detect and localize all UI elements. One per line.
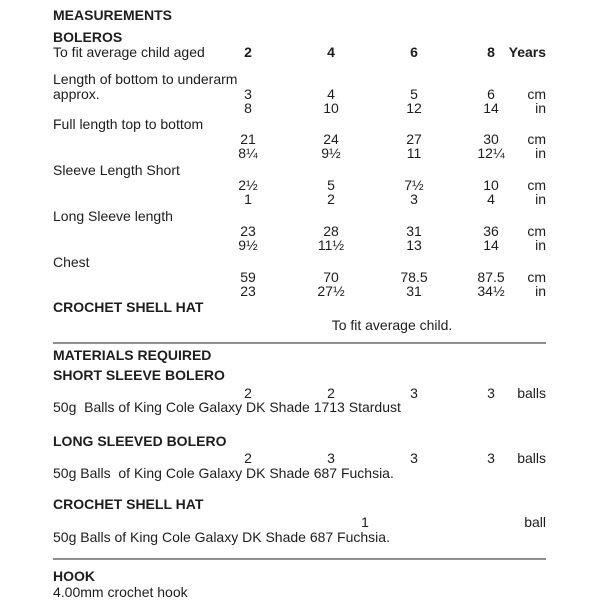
- value-in: 34½: [477, 283, 505, 299]
- measurement-label: Sleeve Length Short: [53, 162, 180, 178]
- value-in: 9½: [321, 145, 341, 161]
- value-cm: 78.5: [400, 269, 428, 285]
- hat-measurements-section: [53, 300, 546, 314]
- value-cm: 4: [327, 86, 335, 102]
- qty-balls: 3: [410, 385, 418, 401]
- qty-balls: 3: [327, 450, 335, 466]
- value-in: 4: [487, 191, 495, 207]
- qty-balls: 3: [410, 450, 418, 466]
- row-chest-in: [53, 284, 546, 298]
- row-longsleeve-cm: [53, 224, 546, 238]
- value-in: 12¼: [477, 145, 505, 161]
- value-cm: 2½: [238, 177, 258, 193]
- value-cm: 27: [406, 131, 422, 147]
- value-cm: 21: [240, 131, 256, 147]
- size-header-row: [53, 45, 546, 59]
- measurements-heading: MEASUREMENTS: [53, 7, 173, 23]
- yarn-description: 50g Balls of King Cole Galaxy DK Shade 687 Fuchsia.: [53, 529, 390, 545]
- hat-materials-heading: CROCHET SHELL HAT: [53, 496, 204, 512]
- unit-cm: cm: [527, 86, 546, 102]
- row-fulllength-label: [53, 117, 546, 131]
- measurement-label: Long Sleeve length: [53, 208, 173, 224]
- value-cm: 24: [323, 131, 339, 147]
- unit-cm: cm: [527, 177, 546, 193]
- value-in: 1: [244, 191, 252, 207]
- value-cm: 70: [323, 269, 339, 285]
- value-cm: 6: [487, 86, 495, 102]
- short-sleeve-qty-row: [53, 386, 546, 400]
- value-in: 8: [244, 100, 252, 116]
- hat-fit-row: [53, 318, 546, 332]
- size-unit-years: Years: [508, 44, 546, 60]
- qty-balls: 2: [244, 385, 252, 401]
- unit-in: in: [535, 283, 546, 299]
- value-cm: 3: [244, 86, 252, 102]
- value-cm: 5: [327, 177, 335, 193]
- value-cm: 36: [483, 223, 499, 239]
- measurements-section: [53, 8, 546, 22]
- row-fulllength-in: [53, 146, 546, 160]
- row-chest-label: [53, 255, 546, 269]
- hat-fit-text: To fit average child.: [331, 317, 453, 333]
- value-in: 27½: [317, 283, 345, 299]
- unit-ball: ball: [524, 514, 546, 530]
- value-in: 2: [327, 191, 335, 207]
- value-cm: 5: [410, 86, 418, 102]
- value-in: 11: [406, 145, 422, 161]
- qty-balls: 3: [487, 450, 495, 466]
- unit-balls: balls: [517, 385, 546, 401]
- size-age-8: 8: [487, 44, 495, 60]
- unit-in: in: [535, 145, 546, 161]
- hook-heading: HOOK: [53, 568, 95, 584]
- boleros-heading: BOLEROS: [53, 29, 123, 45]
- value-in: 23: [240, 283, 256, 299]
- row-underarm-cm: [53, 87, 546, 101]
- value-in: 11½: [317, 237, 345, 253]
- value-in: 12: [406, 100, 422, 116]
- row-shortsleeve-label: [53, 163, 546, 177]
- value-in: 31: [406, 283, 422, 299]
- value-in: 8¼: [238, 145, 258, 161]
- long-sleeve-section: [53, 434, 546, 448]
- unit-cm: cm: [527, 223, 546, 239]
- unit-in: in: [535, 100, 546, 116]
- value-in: 14: [483, 100, 499, 116]
- value-in: 13: [406, 237, 422, 253]
- measurement-label: Full length top to bottom: [53, 116, 204, 132]
- row-chest-cm: [53, 270, 546, 284]
- hat-yarn-row: [53, 530, 546, 544]
- materials-heading: MATERIALS REQUIRED: [53, 347, 212, 363]
- value-cm: 87.5: [477, 269, 505, 285]
- hook-section: [53, 569, 546, 583]
- measurement-label: Chest: [53, 254, 90, 270]
- row-longsleeve-label: [53, 209, 546, 223]
- row-longsleeve-in: [53, 238, 546, 252]
- row-shortsleeve-in: [53, 192, 546, 206]
- measurement-sublabel: approx.: [53, 86, 100, 102]
- row-underarm-in: [53, 101, 546, 115]
- value-cm: 7½: [404, 177, 424, 193]
- yarn-description: 50g Balls of King Cole Galaxy DK Shade 1713 Stardust: [53, 399, 401, 415]
- long-sleeve-qty-row: [53, 451, 546, 465]
- short-sleeve-yarn-row: [53, 400, 546, 414]
- section-divider: [53, 558, 546, 560]
- materials-section: [53, 348, 546, 362]
- unit-in: in: [535, 237, 546, 253]
- size-age-4: 4: [327, 44, 335, 60]
- unit-cm: cm: [527, 131, 546, 147]
- value-in: 3: [410, 191, 418, 207]
- value-in: 10: [323, 100, 339, 116]
- value-cm: 31: [406, 223, 422, 239]
- qty-ball: 1: [361, 514, 369, 530]
- hook-size-text: 4.00mm crochet hook: [53, 584, 188, 600]
- value-cm: 59: [240, 269, 256, 285]
- row-fulllength-cm: [53, 132, 546, 146]
- fit-label: To fit average child aged: [53, 44, 205, 60]
- size-age-6: 6: [410, 44, 418, 60]
- short-sleeve-section: [53, 368, 546, 382]
- hat-heading: CROCHET SHELL HAT: [53, 299, 204, 315]
- value-in: 9½: [238, 237, 258, 253]
- row-underarm-label: [53, 72, 546, 86]
- value-cm: 10: [483, 177, 499, 193]
- qty-balls: 3: [487, 385, 495, 401]
- row-shortsleeve-cm: [53, 178, 546, 192]
- section-divider: [53, 342, 546, 344]
- long-sleeve-heading: LONG SLEEVED BOLERO: [53, 433, 227, 449]
- hook-detail-row: [53, 585, 546, 599]
- size-age-2: 2: [244, 44, 252, 60]
- value-in: 14: [483, 237, 499, 253]
- qty-balls: 2: [327, 385, 335, 401]
- hat-materials-section: [53, 497, 546, 511]
- short-sleeve-heading: SHORT SLEEVE BOLERO: [53, 367, 225, 383]
- value-cm: 28: [323, 223, 339, 239]
- unit-cm: cm: [527, 269, 546, 285]
- value-cm: 30: [483, 131, 499, 147]
- measurement-label: Length of bottom to underarm: [53, 71, 238, 87]
- unit-in: in: [535, 191, 546, 207]
- yarn-description: 50g Balls of King Cole Galaxy DK Shade 687 Fuchsia.: [53, 465, 394, 481]
- unit-balls: balls: [517, 450, 546, 466]
- hat-qty-row: [53, 515, 546, 529]
- value-cm: 23: [240, 223, 256, 239]
- qty-balls: 2: [244, 450, 252, 466]
- long-sleeve-yarn-row: [53, 466, 546, 480]
- boleros-section: [53, 30, 546, 44]
